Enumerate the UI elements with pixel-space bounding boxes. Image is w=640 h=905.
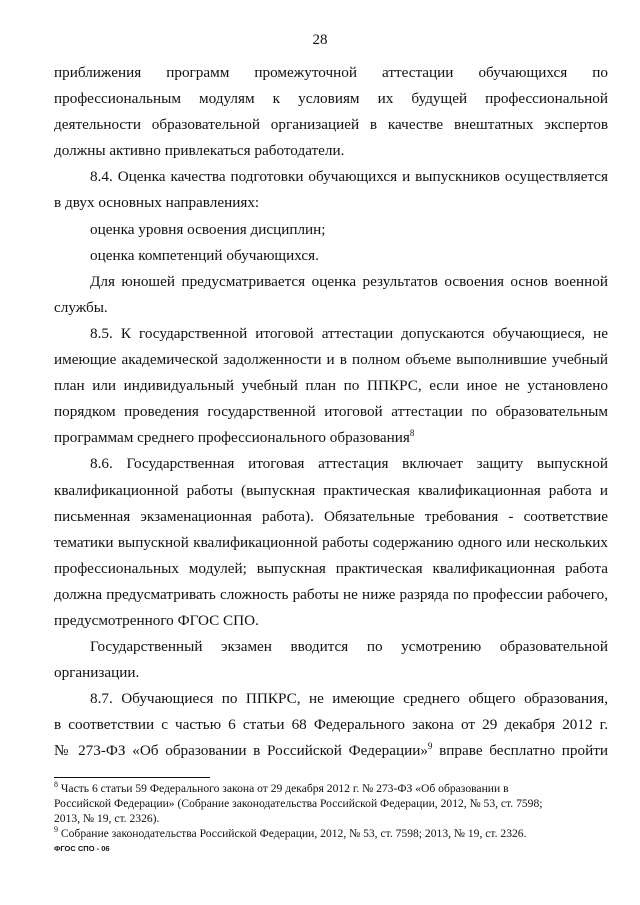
- text-span: вправе бесплатно пройти: [432, 742, 608, 760]
- footnote-8: [54, 781, 608, 796]
- text-line: Государственный экзамен вводится по усмотрению образовательной: [90, 638, 608, 656]
- footnote-number: 8: [54, 780, 58, 790]
- text-span: № 273-ФЗ «Об образовании в Российской Федерации»: [54, 742, 428, 760]
- footnote-ref[interactable]: 9: [427, 741, 433, 752]
- footnote-text: Собрание законодательства Российской Федерации, 2012, № 53, ст. 7598; 2013, № 19, ст. 2326.: [58, 827, 527, 840]
- text-line: [54, 425, 608, 451]
- text-line: Для юношей предусматривается оценка результатов освоения основ военной: [90, 272, 608, 290]
- text-span: программам среднего профессионального образования: [54, 429, 410, 447]
- footnote-separator: [54, 777, 210, 778]
- footnote-9: [54, 826, 608, 841]
- text-line: 8.4. Оценка качества подготовки обучающихся и выпускников осуществляется: [90, 168, 608, 186]
- text-line: имеющие академической задолженности и в полном объеме выполнившие учебный: [54, 351, 608, 369]
- list-item: оценка уровня освоения дисциплин;: [90, 220, 326, 238]
- text-line: организации.: [54, 664, 140, 682]
- footnote-number: 9: [54, 825, 58, 835]
- text-line: письменная экзаменационная работа). Обязательные требования - соответствие: [54, 507, 608, 525]
- text-line: профессиональным модулям к условиям их будущей профессиональной: [54, 90, 608, 108]
- document-body: [54, 60, 608, 765]
- footnotes: [54, 781, 608, 856]
- text-line: 8.5. К государственной итоговой аттестации допускаются обучающиеся, не: [90, 324, 608, 342]
- footnote-line: Российской Федерации» (Собрание законодательства Российской Федерации, 2012, № 53, ст. 7598;: [54, 797, 543, 810]
- text-line: службы.: [54, 298, 108, 316]
- text-line: деятельности образовательной организацией в качестве внештатных экспертов: [54, 116, 608, 134]
- text-line: должны активно привлекаться работодатели.: [54, 142, 345, 160]
- text-line: 8.7. Обучающиеся по ППКРС, не имеющие среднего общего образования,: [90, 690, 608, 708]
- text-line: предусмотренного ФГОС СПО.: [54, 611, 259, 629]
- text-line: тематики выпускной квалификационной работы содержанию одного или нескольких: [54, 533, 608, 551]
- document-stamp: ФГОС СПО - 06: [54, 844, 110, 853]
- footnote-text: Часть 6 статьи 59 Федерального закона от 29 декабря 2012 г. № 273-ФЗ «Об образовании в: [58, 782, 509, 795]
- text-line: квалификационной работы (выпускная практическая квалификационная работа и: [54, 481, 608, 499]
- text-line: в соответствии с частью 6 статьи 68 Федерального закона от 29 декабря 2012 г.: [54, 716, 608, 734]
- footnote-line: 2013, № 19, ст. 2326).: [54, 812, 160, 825]
- text-line: в двух основных направлениях:: [54, 194, 260, 212]
- list-item: оценка компетенций обучающихся.: [90, 246, 319, 264]
- text-line: порядком проведения государственной итоговой аттестации по образовательным: [54, 403, 608, 421]
- text-line: 8.6. Государственная итоговая аттестация включает защиту выпускной: [90, 455, 608, 473]
- text-line: профессиональных модулей; выпускная практическая квалификационная работа: [54, 559, 608, 577]
- page-number: 28: [312, 32, 328, 48]
- text-line: приближения программ промежуточной аттестации обучающихся по: [54, 64, 608, 81]
- text-line: должна предусматривать сложность работы не ниже разряда по профессии рабочего,: [54, 585, 608, 603]
- text-line: план или индивидуальный учебный план по ППКРС, если иное не установлено: [54, 377, 608, 395]
- text-line: [54, 738, 608, 764]
- footnote-ref[interactable]: 8: [409, 428, 415, 439]
